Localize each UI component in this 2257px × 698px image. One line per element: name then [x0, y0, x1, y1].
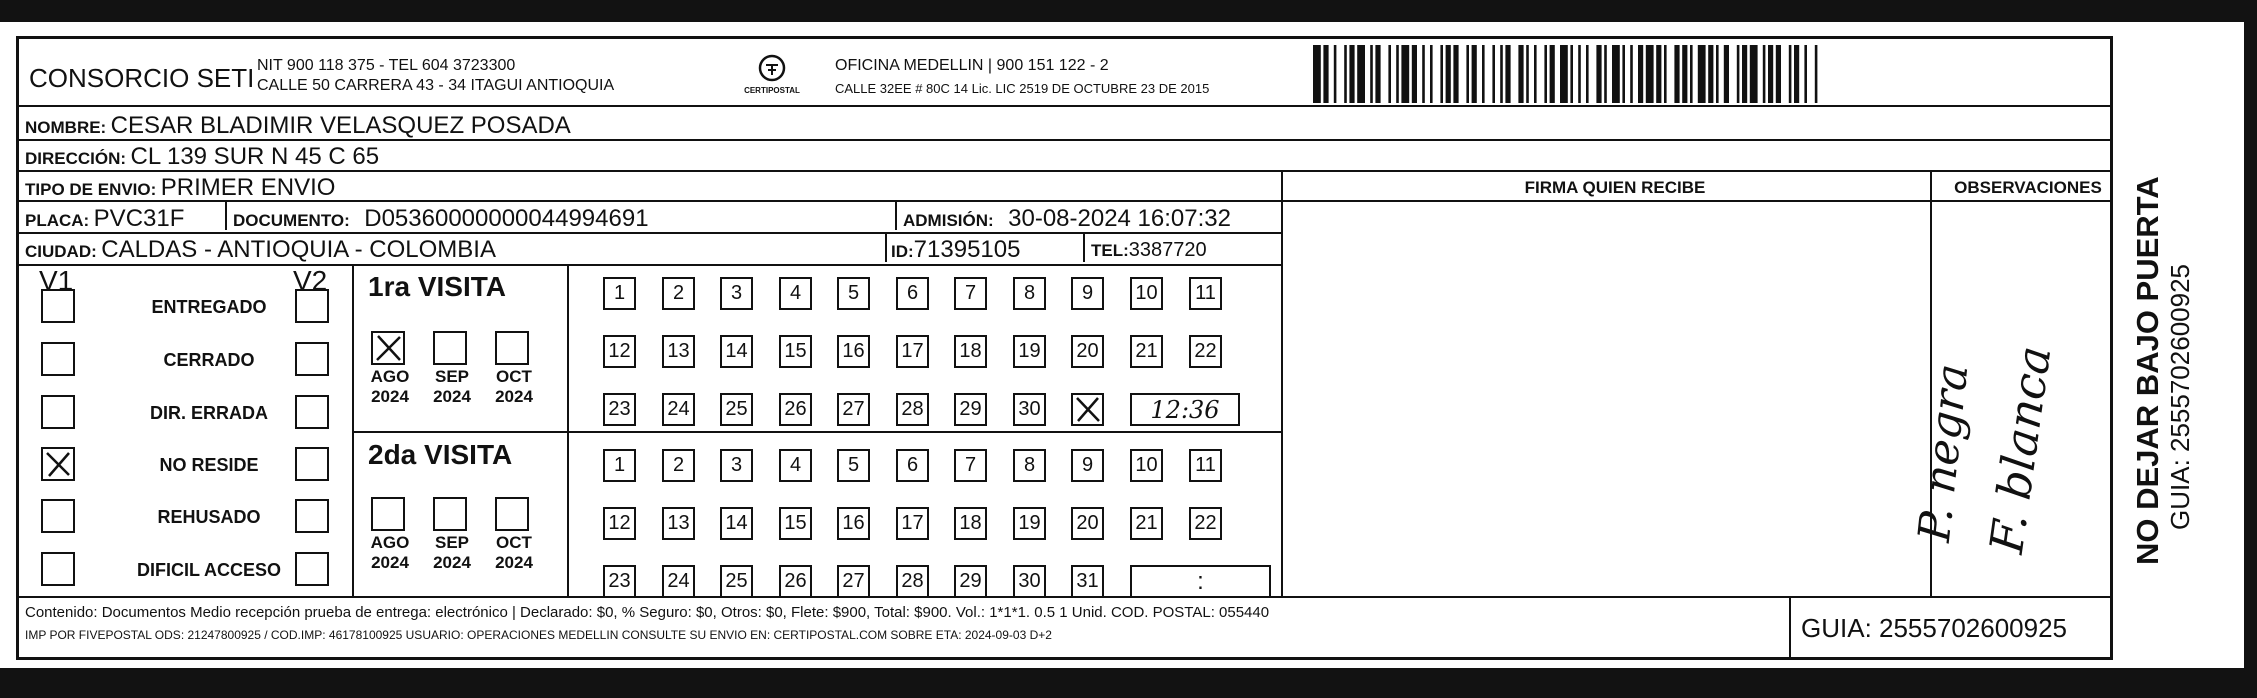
day-box[interactable] — [896, 393, 929, 426]
day-number: 2 — [672, 282, 685, 304]
day-box[interactable] — [1130, 335, 1163, 368]
day-number: 15 — [784, 512, 807, 534]
day-box[interactable] — [896, 335, 929, 368]
day-number: 6 — [906, 282, 919, 304]
year-label: 2024 — [495, 553, 533, 572]
side-guia: GUIA: 2555702600925 — [2165, 264, 2195, 530]
barcode-bar — [1737, 45, 1740, 103]
status-label: CERRADO — [163, 350, 255, 370]
barcode-bar — [1440, 45, 1443, 103]
barcode-bar — [1430, 45, 1433, 103]
company-address: CALLE 50 CARRERA 43 - 34 ITAGUI ANTIOQUIA — [257, 77, 615, 94]
footer-guia: GUIA: 2555702600925 — [1801, 613, 2067, 643]
day-box[interactable] — [1130, 449, 1163, 482]
check-mark-icon — [373, 333, 403, 363]
day-box[interactable] — [1130, 507, 1163, 540]
day-number: 19 — [1018, 512, 1041, 534]
year-label: 2024 — [371, 387, 409, 406]
office-info: OFICINA MEDELLIN | 900 151 122 - 2 — [835, 57, 1109, 74]
barcode-bar — [1674, 45, 1679, 103]
direccion-label: DIRECCIÓN: — [25, 149, 127, 168]
certipostal-logo: CERTIPOSTAL — [737, 53, 807, 95]
month-label: AGO — [370, 367, 410, 386]
ciudad-cell — [25, 236, 496, 264]
day-number: 24 — [667, 570, 690, 592]
day-number: 1 — [613, 454, 626, 476]
barcode — [1313, 45, 1973, 103]
day-box[interactable] — [720, 565, 753, 598]
barcode-bar — [1742, 45, 1747, 103]
month-checkbox[interactable] — [495, 497, 529, 531]
day-box[interactable] — [662, 393, 695, 426]
day-box[interactable] — [837, 565, 870, 598]
placa-value: PVC31F — [93, 205, 185, 232]
year-label: 2024 — [433, 387, 471, 406]
barcode-bar — [1412, 45, 1417, 103]
month-checkbox[interactable] — [495, 331, 529, 365]
v2-checkbox[interactable] — [295, 342, 329, 376]
day-number: 28 — [901, 570, 924, 592]
barcode-bar — [1638, 45, 1643, 103]
day-number: 11 — [1195, 454, 1216, 476]
day-number: 21 — [1135, 340, 1158, 362]
day-number: 4 — [789, 282, 802, 304]
barcode-bar — [1492, 45, 1495, 103]
barcode-bar — [1763, 45, 1766, 103]
barcode-bar — [1768, 45, 1773, 103]
day-number: 8 — [1023, 282, 1036, 304]
documento-label: DOCUMENTO: — [233, 211, 350, 230]
day-box[interactable] — [1189, 507, 1222, 540]
admision-cell — [903, 205, 1231, 233]
day-number: 29 — [959, 570, 982, 592]
admision-value: 30-08-2024 16:07:32 — [1008, 205, 1231, 232]
tel-cell — [1091, 239, 1207, 262]
day-number: 12 — [608, 340, 631, 362]
time-box[interactable] — [1130, 393, 1240, 426]
day-box[interactable] — [1071, 507, 1104, 540]
day-box[interactable] — [954, 507, 987, 540]
day-box[interactable] — [1013, 277, 1046, 310]
day-box[interactable] — [1013, 507, 1046, 540]
day-number: 25 — [725, 570, 748, 592]
day-number: 14 — [725, 512, 748, 534]
day-number: 1 — [613, 282, 626, 304]
day-number: 26 — [784, 398, 807, 420]
day-box[interactable] — [954, 449, 987, 482]
month-label: OCT — [496, 367, 532, 386]
day-number: 23 — [608, 570, 631, 592]
month-label: SEP — [434, 533, 470, 552]
day-number: 16 — [842, 340, 865, 362]
tel-label: TEL: — [1091, 241, 1129, 260]
month-checkbox[interactable] — [371, 331, 405, 365]
v2-checkbox[interactable] — [295, 289, 329, 323]
day-box[interactable] — [837, 507, 870, 540]
footer-contenido: Contenido: Documentos Medio recepción prueba de entrega: electrónico | Declarado: $0, % Seguro: $0, Otros: $0, Flete: $900, Total: $900. Vol.: 1*1*1. 0.5 1 Unid. COD. POSTAL: 055440 — [25, 604, 1270, 621]
documento-value: D05360000000044994691 — [364, 205, 649, 232]
visit2-title: 2da VISITA — [368, 439, 513, 470]
v2-checkbox[interactable] — [295, 447, 329, 481]
day-box[interactable] — [662, 449, 695, 482]
nombre-value: CESAR BLADIMIR VELASQUEZ POSADA — [110, 112, 571, 139]
day-number: 7 — [964, 454, 977, 476]
v2-checkbox[interactable] — [295, 552, 329, 586]
logo-icon — [757, 53, 787, 83]
day-box[interactable] — [896, 449, 929, 482]
day-number: 26 — [784, 570, 807, 592]
day-number: 7 — [964, 282, 977, 304]
v2-checkbox[interactable] — [295, 395, 329, 429]
admision-label: ADMISIÓN: — [903, 211, 994, 230]
day-number: 22 — [1194, 340, 1217, 362]
time-box[interactable] — [1130, 565, 1271, 598]
status-label: NO RESIDE — [159, 455, 259, 475]
check-mark-icon — [1073, 395, 1102, 424]
day-number: 28 — [901, 398, 924, 420]
v1-checkbox[interactable] — [41, 552, 75, 586]
barcode-bar — [1453, 45, 1458, 103]
tipo-value: PRIMER ENVIO — [160, 174, 336, 201]
v1-checkbox[interactable] — [41, 289, 75, 323]
barcode-bar — [1482, 45, 1485, 103]
day-box[interactable] — [779, 507, 812, 540]
tipo-label: TIPO DE ENVIO: — [25, 180, 157, 199]
day-box[interactable] — [720, 277, 753, 310]
day-number: 10 — [1135, 454, 1158, 476]
nombre-row — [25, 112, 571, 140]
day-number: 8 — [1023, 454, 1036, 476]
barcode-bar — [1656, 45, 1661, 103]
id-label: ID: — [891, 242, 914, 261]
day-box[interactable] — [779, 449, 812, 482]
year-label: 2024 — [495, 387, 533, 406]
v1-checkbox[interactable] — [41, 447, 75, 481]
day-box[interactable] — [1189, 277, 1222, 310]
day-box[interactable] — [954, 277, 987, 310]
v1-checkbox[interactable] — [41, 342, 75, 376]
day-number: 17 — [901, 512, 924, 534]
barcode-bar — [1518, 45, 1523, 103]
barcode-bar — [1388, 45, 1391, 103]
day-box[interactable] — [720, 393, 753, 426]
day-box[interactable] — [603, 393, 636, 426]
barcode-bar — [1472, 45, 1477, 103]
day-number: 30 — [1018, 570, 1041, 592]
day-box[interactable] — [779, 393, 812, 426]
day-box[interactable] — [1013, 335, 1046, 368]
day-number: 10 — [1135, 282, 1158, 304]
day-number: 5 — [847, 454, 860, 476]
company-nit: NIT 900 118 375 - TEL 604 3723300 — [257, 57, 516, 74]
day-box[interactable] — [720, 335, 753, 368]
day-number: 17 — [901, 340, 924, 362]
barcode-bar — [1612, 45, 1620, 103]
day-number: 5 — [847, 282, 860, 304]
day-number: 3 — [730, 454, 743, 476]
direccion-value: CL 139 SUR N 45 C 65 — [130, 143, 380, 170]
barcode-bar — [1422, 45, 1425, 103]
license-info: CALLE 32EE # 80C 14 Lic. LIC 2519 DE OCTUBRE 23 DE 2015 — [835, 81, 1210, 96]
day-box[interactable] — [779, 565, 812, 598]
v2-label: V2 — [293, 265, 328, 296]
barcode-bar — [1716, 45, 1719, 103]
side-warning: NO DEJAR BAJO PUERTA — [2130, 176, 2165, 565]
barcode-bar — [1349, 45, 1354, 103]
v1-label: V1 — [39, 265, 74, 296]
day-box[interactable] — [720, 507, 753, 540]
firma-label: FIRMA QUIEN RECIBE — [1524, 178, 1706, 197]
day-box[interactable] — [1189, 449, 1222, 482]
status-label: DIFICIL ACCESO — [136, 560, 281, 580]
barcode-bar — [1401, 45, 1409, 103]
barcode-bar — [1682, 45, 1687, 103]
barcode-bar — [1630, 45, 1633, 103]
barcode-bar — [1646, 45, 1654, 103]
tipo-row — [25, 174, 335, 202]
barcode-bar — [1794, 45, 1799, 103]
day-box[interactable] — [1130, 277, 1163, 310]
month-checkbox[interactable] — [433, 497, 467, 531]
barcode-bar — [1698, 45, 1706, 103]
day-number: 14 — [725, 340, 748, 362]
scan-border-bottom — [0, 668, 2257, 698]
day-box[interactable] — [603, 507, 636, 540]
v1-checkbox[interactable] — [41, 395, 75, 429]
tel-value: 3387720 — [1128, 239, 1207, 261]
barcode-bar — [1815, 45, 1818, 103]
observacion-handwriting-1: P. negra — [1909, 361, 1979, 545]
day-box[interactable] — [1013, 449, 1046, 482]
day-number: 11 — [1195, 282, 1216, 304]
scan-border-top — [0, 0, 2257, 22]
barcode-bar — [1550, 45, 1555, 103]
day-number: 13 — [667, 340, 690, 362]
day-number: 29 — [959, 398, 982, 420]
day-number: 6 — [906, 454, 919, 476]
visit1-title: 1ra VISITA — [368, 271, 506, 302]
day-box[interactable] — [603, 335, 636, 368]
time-value: 12:36 — [1150, 395, 1220, 424]
check-mark-icon — [43, 449, 73, 479]
day-number: 30 — [1018, 398, 1041, 420]
day-box[interactable] — [1013, 393, 1046, 426]
day-box[interactable] — [662, 335, 695, 368]
year-label: 2024 — [433, 553, 471, 572]
barcode-bar — [1724, 45, 1729, 103]
day-number: 31 — [1076, 570, 1099, 592]
barcode-bar — [1578, 45, 1581, 103]
day-box[interactable] — [896, 277, 929, 310]
barcode-bar — [1604, 45, 1607, 103]
day-box[interactable] — [1013, 565, 1046, 598]
ciudad-value: CALDAS - ANTIOQUIA - COLOMBIA — [101, 236, 496, 263]
day-number: 12 — [608, 512, 631, 534]
barcode-bar — [1664, 45, 1667, 103]
day-box[interactable] — [1071, 277, 1104, 310]
barcode-bar — [1375, 45, 1380, 103]
observaciones-label: OBSERVACIONES — [1954, 178, 2102, 197]
barcode-bar — [1526, 45, 1529, 103]
scan-border-right — [2244, 0, 2257, 698]
status-label: REHUSADO — [157, 507, 261, 527]
day-box[interactable] — [837, 393, 870, 426]
barcode-bar — [1804, 45, 1807, 103]
barcode-bar — [1446, 45, 1451, 103]
month-label: OCT — [496, 533, 532, 552]
day-number: 16 — [842, 512, 865, 534]
barcode-bar — [1334, 45, 1337, 103]
month-label: SEP — [434, 367, 470, 386]
day-box[interactable] — [896, 507, 929, 540]
barcode-bar — [1323, 45, 1328, 103]
barcode-bar — [1370, 45, 1373, 103]
day-number: 20 — [1076, 340, 1099, 362]
documento-cell — [233, 205, 649, 233]
barcode-bar — [1500, 45, 1503, 103]
day-box[interactable] — [1071, 449, 1104, 482]
day-number: 18 — [959, 340, 982, 362]
barcode-bar — [1690, 45, 1693, 103]
day-number: 13 — [667, 512, 690, 534]
day-number: 20 — [1076, 512, 1099, 534]
day-number: 18 — [959, 512, 982, 534]
day-number: 9 — [1081, 282, 1094, 304]
barcode-bar — [1586, 45, 1589, 103]
day-box[interactable] — [1189, 335, 1222, 368]
day-number: 27 — [842, 570, 865, 592]
delivery-slip — [16, 36, 2113, 660]
day-box[interactable] — [896, 565, 929, 598]
day-number: 2 — [672, 454, 685, 476]
day-box[interactable] — [779, 335, 812, 368]
month-label: AGO — [370, 533, 410, 552]
status-label: DIR. ERRADA — [149, 403, 268, 423]
day-number: 3 — [730, 282, 743, 304]
day-box[interactable] — [837, 335, 870, 368]
status-label: ENTREGADO — [151, 297, 267, 317]
barcode-bar — [1622, 45, 1625, 103]
day-box-marked[interactable] — [1071, 393, 1104, 426]
barcode-bar — [1776, 45, 1781, 103]
barcode-bar — [1789, 45, 1792, 103]
barcode-bar — [1534, 45, 1537, 103]
barcode-bar — [1505, 45, 1510, 103]
barcode-bar — [1544, 45, 1547, 103]
day-number: 27 — [842, 398, 865, 420]
placa-label: PLACA: — [25, 211, 90, 230]
day-number: 15 — [784, 340, 807, 362]
v2-checkbox[interactable] — [295, 499, 329, 533]
month-checkbox[interactable] — [371, 497, 405, 531]
time-value: : — [1197, 567, 1204, 595]
day-number: 23 — [608, 398, 631, 420]
day-box[interactable] — [603, 277, 636, 310]
day-box[interactable] — [837, 449, 870, 482]
barcode-bar — [1357, 45, 1365, 103]
day-number: 19 — [1018, 340, 1041, 362]
barcode-bar — [1560, 45, 1568, 103]
day-number: 9 — [1081, 454, 1094, 476]
id-cell — [891, 236, 1020, 264]
direccion-row — [25, 143, 379, 171]
day-box[interactable] — [662, 277, 695, 310]
day-number: 21 — [1135, 512, 1158, 534]
year-label: 2024 — [371, 553, 409, 572]
day-box[interactable] — [1071, 565, 1104, 598]
day-box[interactable] — [837, 277, 870, 310]
barcode-bar — [1466, 45, 1469, 103]
day-number: 4 — [789, 454, 802, 476]
footer-imp: IMP POR FIVEPOSTAL ODS: 21247800925 / COD.IMP: 46178100925 USUARIO: OPERACIONES MEDELLIN CONSULTE SU ENVIO EN: CERTIPOSTAL.COM SOBRE ETA: 2024-09-03 D+2 — [25, 628, 1052, 642]
v1-checkbox[interactable] — [41, 499, 75, 533]
day-box[interactable] — [1071, 335, 1104, 368]
barcode-bar — [1708, 45, 1713, 103]
company-name: CONSORCIO SETI — [29, 63, 255, 93]
month-checkbox[interactable] — [433, 331, 467, 365]
day-box[interactable] — [954, 393, 987, 426]
day-number: 25 — [725, 398, 748, 420]
day-box[interactable] — [662, 507, 695, 540]
day-box[interactable] — [954, 565, 987, 598]
day-box[interactable] — [779, 277, 812, 310]
barcode-bar — [1313, 45, 1321, 103]
barcode-bar — [1570, 45, 1573, 103]
barcode-bar — [1596, 45, 1601, 103]
barcode-bar — [1344, 45, 1347, 103]
day-box[interactable] — [603, 449, 636, 482]
observacion-handwriting-2: F. blanca — [1979, 342, 2062, 557]
day-box[interactable] — [662, 565, 695, 598]
barcode-bar — [1396, 45, 1399, 103]
day-number: 24 — [667, 398, 690, 420]
barcode-bar — [1750, 45, 1758, 103]
day-box[interactable] — [720, 449, 753, 482]
day-box[interactable] — [954, 335, 987, 368]
nombre-label: NOMBRE: — [25, 118, 107, 137]
ciudad-label: CIUDAD: — [25, 242, 97, 261]
day-number: 22 — [1194, 512, 1217, 534]
id-value: 71395105 — [913, 236, 1021, 263]
placa-cell — [25, 205, 184, 233]
day-box[interactable] — [603, 565, 636, 598]
